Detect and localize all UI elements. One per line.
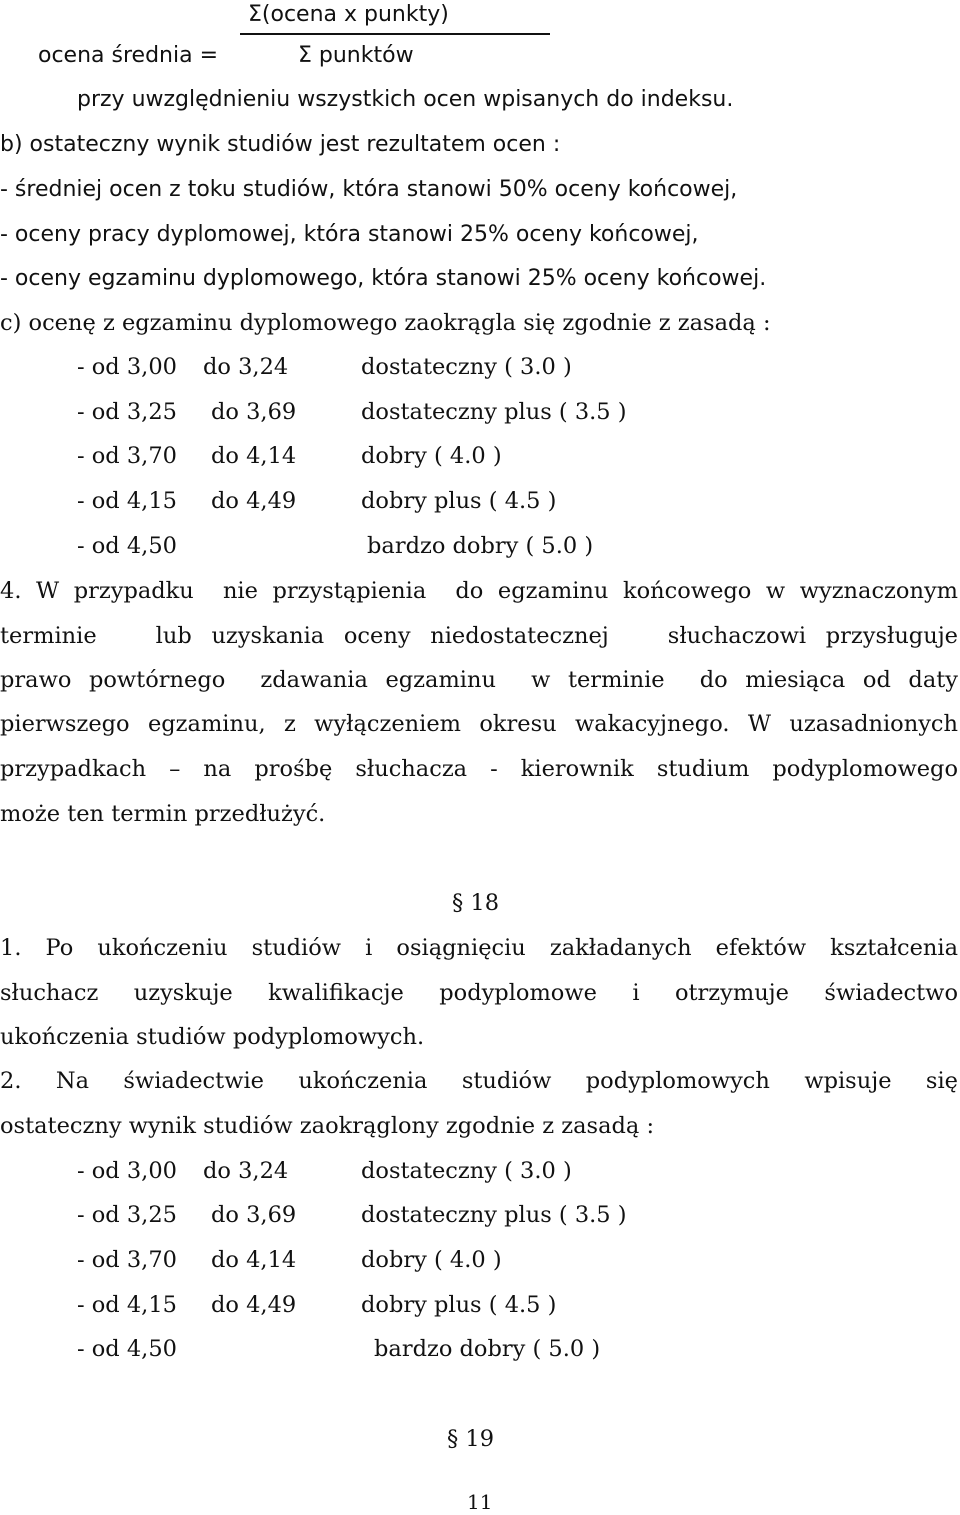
paragraph-18-point1-line: słuchacz uzyskuje kwalifikacje podyplomowe i otrzymuje świadectwo — [0, 980, 958, 1006]
grade-range-to: do 3,24 — [203, 1158, 289, 1184]
grade-label: dobry ( 4.0 ) — [361, 443, 502, 469]
paragraph-18-point1-line: 1. Po ukończeniu studiów i osiągnięciu zakładanych efektów kształcenia — [0, 935, 958, 961]
paragraph-18-point1-last: ukończenia studiów podyplomowych. — [0, 1024, 425, 1050]
grade-range-to: do 4,14 — [211, 443, 297, 469]
paragraph-19-heading: § 19 — [447, 1426, 495, 1452]
formula-denominator: Σ punktów — [298, 43, 414, 68]
page-number: 11 — [467, 1490, 493, 1514]
section-c-heading: c) ocenę z egzaminu dyplomowego zaokrągla się zgodnie z zasadą : — [0, 310, 771, 336]
grade-label: dobry plus ( 4.5 ) — [361, 488, 557, 514]
grade-range-from: - od 3,25 — [77, 399, 177, 425]
grade-label: dobry plus ( 4.5 ) — [361, 1292, 557, 1318]
grade-range-to: do 4,49 — [211, 488, 297, 514]
paragraph-18-heading: § 18 — [452, 890, 500, 916]
formula-numerator: Σ(ocena x punkty) — [248, 2, 449, 27]
point4-line: przypadkach – na prośbę słuchacza - kierownik studium podyplomowego — [0, 756, 958, 782]
grade-label: dobry ( 4.0 ) — [361, 1247, 502, 1273]
point4-line: prawo powtórnego zdawania egzaminu w terminie do miesiąca od daty — [0, 667, 958, 693]
grade-range-to: do 4,14 — [211, 1247, 297, 1273]
point4-line: 4. W przypadku nie przystąpienia do egzaminu końcowego w wyznaczonym — [0, 578, 958, 604]
grade-range-from: - od 4,15 — [77, 1292, 177, 1318]
grade-range-from: - od 3,70 — [77, 443, 177, 469]
grade-label: bardzo dobry ( 5.0 ) — [374, 1336, 601, 1362]
grade-label: dostateczny ( 3.0 ) — [361, 1158, 572, 1184]
grade-label: bardzo dobry ( 5.0 ) — [367, 533, 594, 559]
grade-label: dostateczny plus ( 3.5 ) — [361, 399, 627, 425]
grade-range-from: - od 3,00 — [77, 1158, 177, 1184]
point4-line: pierwszego egzaminu, z wyłączeniem okresu wakacyjnego. W uzasadnionych — [0, 711, 958, 737]
grade-label: dostateczny plus ( 3.5 ) — [361, 1202, 627, 1228]
intro-line: przy uwzględnieniu wszystkich ocen wpisanych do indeksu. — [77, 87, 734, 112]
grade-range-from: - od 4,50 — [77, 533, 177, 559]
point4-line: terminie lub uzyskania oceny niedostatecznej słuchaczowi przysługuje — [0, 623, 958, 649]
grade-range-to: do 4,49 — [211, 1292, 297, 1318]
section-b-item: - oceny pracy dyplomowej, która stanowi 25% oceny końcowej, — [0, 222, 699, 247]
formula-fraction-bar — [240, 33, 550, 35]
formula-lhs: ocena średnia = — [38, 43, 218, 68]
paragraph-18-point2-line: 2. Na świadectwie ukończenia studiów podyplomowych wpisuje się — [0, 1068, 958, 1094]
grade-label: dostateczny ( 3.0 ) — [361, 354, 572, 380]
section-b-heading: b) ostateczny wynik studiów jest rezultatem ocen : — [0, 132, 561, 157]
grade-range-from: - od 4,15 — [77, 488, 177, 514]
grade-range-to: do 3,69 — [211, 399, 297, 425]
grade-range-to: do 3,69 — [211, 1202, 297, 1228]
point4-last-line: może ten termin przedłużyć. — [0, 801, 326, 827]
grade-range-from: - od 3,70 — [77, 1247, 177, 1273]
paragraph-18-point2-last: ostateczny wynik studiów zaokrąglony zgodnie z zasadą : — [0, 1113, 655, 1139]
grade-range-from: - od 3,25 — [77, 1202, 177, 1228]
section-b-item: - oceny egzaminu dyplomowego, która stanowi 25% oceny końcowej. — [0, 266, 767, 291]
grade-range-to: do 3,24 — [203, 354, 289, 380]
grade-range-from: - od 4,50 — [77, 1336, 177, 1362]
section-b-item: - średniej ocen z toku studiów, która stanowi 50% oceny końcowej, — [0, 177, 738, 202]
grade-range-from: - od 3,00 — [77, 354, 177, 380]
